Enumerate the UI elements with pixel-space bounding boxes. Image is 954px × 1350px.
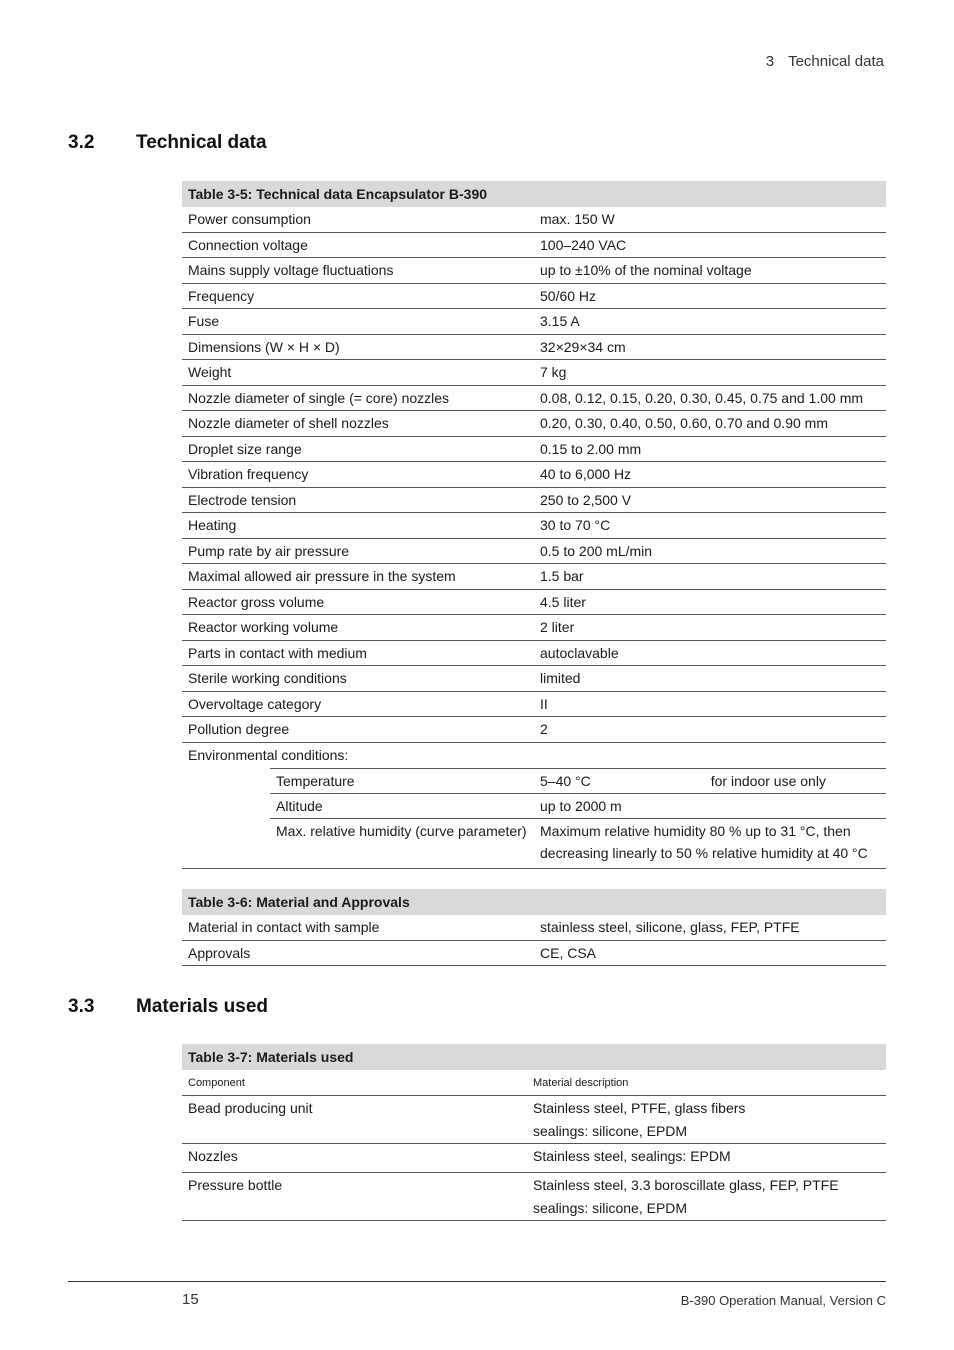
material-approvals-table [182, 889, 886, 966]
column-header-description: Material description [527, 1070, 886, 1096]
description-line-2: sealings: silicone, EPDM [533, 1123, 688, 1139]
row-value: 2 [534, 717, 886, 743]
table-row [182, 615, 886, 641]
materials-used-table [182, 1044, 886, 1221]
row-value: CE, CSA [534, 940, 886, 966]
row-value: 0.15 to 2.00 mm [534, 436, 886, 462]
table-row [182, 915, 886, 940]
section-title: Materials used [136, 996, 268, 1017]
table-row [182, 513, 886, 539]
table-row [182, 691, 886, 717]
row-value: autoclavable [534, 640, 886, 666]
page-number: 15 [182, 1291, 199, 1308]
row-value [534, 819, 886, 869]
material-description [527, 1173, 886, 1221]
table-row [182, 462, 886, 488]
description-line-1: Stainless steel, 3.3 boroscillate glass, FEP, PTFE [533, 1177, 839, 1193]
row-value: 32×29×34 cm [534, 334, 886, 360]
row-value: II [534, 691, 886, 717]
row-value: 0.5 to 200 mL/min [534, 538, 886, 564]
section-heading-materials-used [68, 996, 268, 1018]
table-row [182, 385, 886, 411]
row-label: Reactor gross volume [182, 589, 534, 615]
row-label: Pollution degree [182, 717, 534, 743]
component-name: Nozzles [182, 1144, 527, 1173]
row-value: 50/60 Hz [534, 283, 886, 309]
chapter-number: 3 [765, 53, 775, 70]
component-name: Bead producing unit [182, 1096, 527, 1144]
row-value: 1.5 bar [534, 564, 886, 590]
section-number: 3.3 [68, 996, 95, 1017]
row-label: Material in contact with sample [182, 915, 534, 940]
row-label: Altitude [270, 793, 534, 819]
row-label: Reactor working volume [182, 615, 534, 641]
row-label: Electrode tension [182, 487, 534, 513]
table-row [182, 564, 886, 590]
row-label: Droplet size range [182, 436, 534, 462]
table-row [182, 487, 886, 513]
document-title: B-390 Operation Manual, Version C [680, 1293, 886, 1308]
table-row [182, 940, 886, 966]
row-label: Connection voltage [182, 232, 534, 258]
running-header [766, 53, 884, 70]
table-row [182, 360, 886, 386]
component-name: Pressure bottle [182, 1173, 527, 1221]
table-header-row [182, 1070, 886, 1096]
row-label: Pump rate by air pressure [182, 538, 534, 564]
table-row [182, 207, 886, 232]
env-temperature-row [182, 768, 886, 793]
row-value: 40 to 6,000 Hz [534, 462, 886, 488]
table-row [182, 1144, 886, 1173]
column-header-component: Component [182, 1070, 527, 1096]
row-value: 0.20, 0.30, 0.40, 0.50, 0.60, 0.70 and 0.90 mm [534, 411, 886, 437]
row-label: Approvals [182, 940, 534, 966]
row-label: Dimensions (W × H × D) [182, 334, 534, 360]
row-value: 0.08, 0.12, 0.15, 0.20, 0.30, 0.45, 0.75 and 1.00 mm [534, 385, 886, 411]
row-value: stainless steel, silicone, glass, FEP, PTFE [534, 915, 886, 940]
table-row [182, 334, 886, 360]
material-description: Stainless steel, sealings: EPDM [527, 1144, 886, 1173]
row-value: 7 kg [534, 360, 886, 386]
row-label: Overvoltage category [182, 691, 534, 717]
humidity-line-1: Maximum relative humidity 80 % up to 31 °C, then [540, 823, 851, 839]
env-humidity-row [182, 819, 886, 869]
table-caption: Table 3-6: Material and Approvals [182, 889, 886, 915]
table-row [182, 1096, 886, 1144]
env-conditions-row [182, 742, 886, 768]
row-value: limited [534, 666, 886, 692]
row-value: up to ±10% of the nominal voltage [534, 258, 886, 284]
row-label: Maximal allowed air pressure in the system [182, 564, 534, 590]
section-number: 3.2 [68, 132, 95, 153]
row-label: Heating [182, 513, 534, 539]
row-label: Max. relative humidity (curve parameter) [270, 819, 534, 869]
row-label: Frequency [182, 283, 534, 309]
section-heading-technical-data [68, 132, 267, 154]
humidity-line-2: decreasing linearly to 50 % relative humidity at 40 °C [540, 845, 868, 861]
row-value: 30 to 70 °C [534, 513, 886, 539]
row-value: 3.15 A [534, 309, 886, 335]
table-row [182, 538, 886, 564]
table-row [182, 283, 886, 309]
chapter-title: Technical data [788, 53, 884, 70]
material-description [527, 1096, 886, 1144]
table-row [182, 436, 886, 462]
description-line-2: sealings: silicone, EPDM [533, 1200, 688, 1216]
table-row [182, 666, 886, 692]
description-line-1: Stainless steel, PTFE, glass fibers [533, 1100, 746, 1116]
table-row [182, 640, 886, 666]
section-title: Technical data [136, 132, 267, 153]
row-label: Sterile working conditions [182, 666, 534, 692]
table-caption: Table 3-5: Technical data Encapsulator B-390 [182, 181, 886, 207]
technical-data-table [182, 181, 886, 869]
row-label: Weight [182, 360, 534, 386]
table-row [182, 1173, 886, 1221]
row-value: 250 to 2,500 V [534, 487, 886, 513]
env-conditions-label: Environmental conditions: [188, 747, 349, 763]
table-row [182, 258, 886, 284]
row-label: Vibration frequency [182, 462, 534, 488]
temperature-note: for indoor use only [710, 772, 826, 789]
env-altitude-row [182, 793, 886, 819]
row-value: 2 liter [534, 615, 886, 641]
table-row [182, 717, 886, 743]
row-value: 100–240 VAC [534, 232, 886, 258]
table-caption: Table 3-7: Materials used [182, 1044, 886, 1070]
row-label: Temperature [270, 768, 534, 793]
row-value: 4.5 liter [534, 589, 886, 615]
table-row [182, 411, 886, 437]
row-value: up to 2000 m [534, 793, 886, 819]
row-label: Nozzle diameter of shell nozzles [182, 411, 534, 437]
row-label: Nozzle diameter of single (= core) nozzles [182, 385, 534, 411]
row-label: Fuse [182, 309, 534, 335]
technical-data-rows [182, 207, 886, 742]
table-row [182, 232, 886, 258]
row-label: Mains supply voltage fluctuations [182, 258, 534, 284]
table-row [182, 589, 886, 615]
row-value: max. 150 W [534, 207, 886, 232]
footer-rule [68, 1281, 886, 1282]
row-label: Parts in contact with medium [182, 640, 534, 666]
row-value: 5–40 °C [540, 772, 591, 789]
table-row [182, 309, 886, 335]
row-label: Power consumption [182, 207, 534, 232]
